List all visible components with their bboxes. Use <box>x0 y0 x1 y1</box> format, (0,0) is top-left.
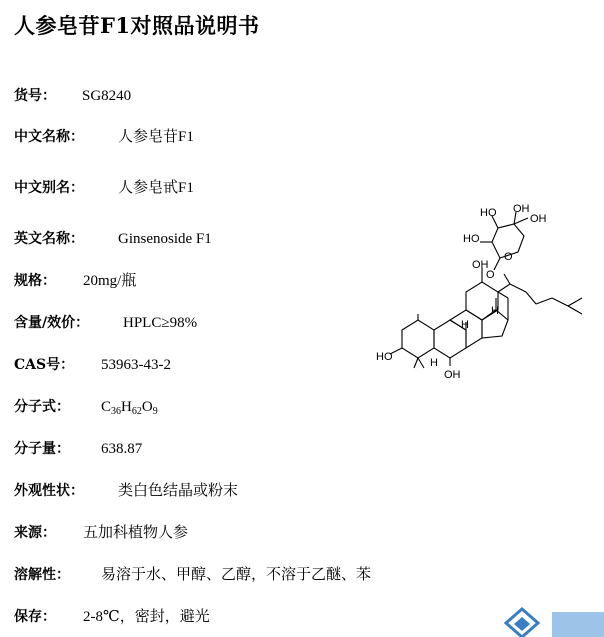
field-label: 含量/效价： <box>14 315 90 331</box>
structure-label: OH <box>530 213 547 225</box>
field-label: 保存： <box>14 609 56 625</box>
field-value: Ginsenoside F1 <box>118 231 212 247</box>
corner-decoration <box>552 612 604 637</box>
structure-label: H <box>461 319 469 331</box>
field-label: CAS号： <box>14 357 75 373</box>
structure-label: OH <box>513 203 530 215</box>
field-value: HPLC≥98% <box>123 315 198 331</box>
structure-label: H <box>430 357 438 369</box>
chemical-structure <box>368 198 600 388</box>
field-label: 中文名称： <box>14 129 84 145</box>
field-label: 规格： <box>14 273 56 289</box>
structure-label: HO <box>480 207 497 219</box>
field-label: 货号： <box>14 88 56 104</box>
field-value: 人参皂甙F1 <box>118 180 194 196</box>
field-value: 2-8℃，密封，避光 <box>83 609 210 625</box>
field-label: 分子式： <box>14 399 70 415</box>
structure-label: O <box>486 269 495 281</box>
brand-logo-icon <box>502 607 542 637</box>
field-value: SG8240 <box>82 88 132 104</box>
molecular-formula: $C_{36}H_{62}O_9$ <box>101 399 158 417</box>
document-title: 人参皂苷F1对照品说明书 <box>14 13 260 38</box>
field-label: 来源： <box>14 525 56 541</box>
structure-label: HO <box>376 351 393 363</box>
structure-label: HO <box>463 233 480 245</box>
field-value: 53963-43-2 <box>101 357 171 373</box>
field-label: 外观性状： <box>14 483 84 499</box>
structure-label: O <box>504 251 513 263</box>
field-label: 溶解性： <box>14 567 70 583</box>
field-label: 分子量： <box>14 441 70 457</box>
field-value: 20mg/瓶 <box>83 273 137 289</box>
field-value: 类白色结晶或粉末 <box>118 483 239 499</box>
field-value: 易溶于水、甲醇、乙醇，不溶于乙醚、苯 <box>101 567 372 583</box>
field-label: 中文别名： <box>14 180 84 196</box>
field-value: 638.87 <box>101 441 143 457</box>
field-value: 五加科植物人参 <box>83 525 189 541</box>
structure-label: OH <box>472 259 489 271</box>
structure-label: OH <box>444 369 461 381</box>
field-value: 人参皂苷F1 <box>118 129 194 145</box>
field-label: 英文名称： <box>14 231 84 247</box>
structure-label: H <box>491 305 499 317</box>
